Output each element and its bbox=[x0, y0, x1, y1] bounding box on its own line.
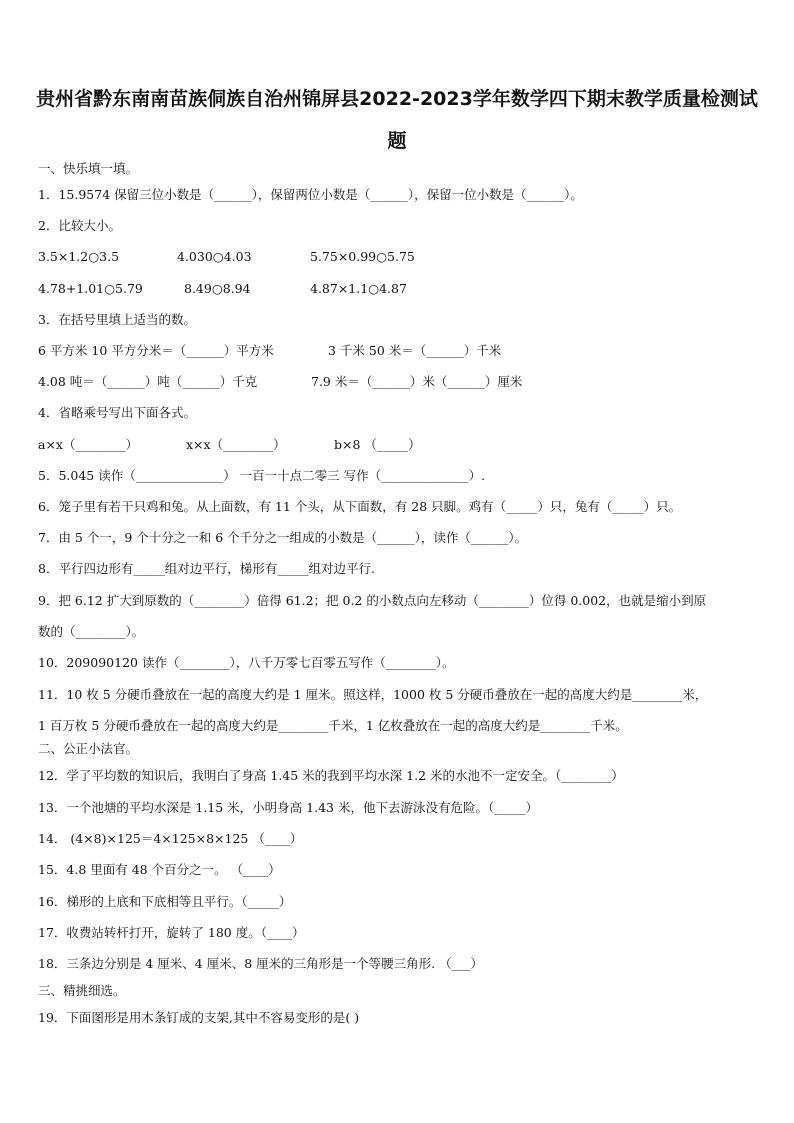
question-7: 7．由 5 个一，9 个十分之一和 6 个千分之一组成的小数是（______），读作（______）。 bbox=[38, 530, 528, 545]
page-title: 贵州省黔东南南苗族侗族自治州锦屏县2022-2023学年数学四下期末教学质量检测试 bbox=[36, 88, 758, 110]
question-15: 15．4.8 里面有 48 个百分之一。 （____） bbox=[38, 862, 281, 877]
question-13: 13．一个池塘的平均水深是 1.15 米，小明身高 1.43 米，他下去游泳没有危险。（_____） bbox=[38, 800, 538, 815]
question-18: 18．三条边分别是 4 厘米、4 厘米、8 厘米的三角形是一个等腰三角形. （___） bbox=[38, 956, 483, 971]
question-14: 14． (4×8)×125＝4×125×8×125 （____） bbox=[38, 831, 303, 846]
question-9: 9．把 6.12 扩大到原数的（________）倍得 61.2；把 0.2 的小数点向左移动（________）位得 0.002，也就是缩小到原 bbox=[38, 593, 707, 608]
question-11: 11．10 枚 5 分硬币叠放在一起的高度大约是 1 厘米。照这样，1000 枚 5 分硬币叠放在一起的高度大约是________米， bbox=[38, 687, 708, 702]
compare-item: 8.49○8.94 bbox=[184, 281, 251, 296]
compare-item: 4.78+1.01○5.79 bbox=[38, 281, 143, 296]
unit-item: 3 千米 50 米＝（______）千米 bbox=[328, 343, 502, 358]
question-10: 10．209090120 读作（________），八千万零七百零五写作（________）。 bbox=[38, 655, 455, 670]
question-2: 2．比较大小。 bbox=[38, 218, 121, 233]
question-9-continued: 数的（________）。 bbox=[38, 624, 145, 639]
unit-item: 4.08 吨＝（______）吨（______）千克 bbox=[38, 374, 258, 389]
expression-item: b×8 （_____） bbox=[334, 437, 421, 452]
question-16: 16．梯形的上底和下底相等且平行。（_____） bbox=[38, 894, 292, 909]
expression-item: x×x（________） bbox=[186, 437, 286, 452]
compare-item: 4.030○4.03 bbox=[177, 249, 252, 264]
question-6: 6．笼子里有若干只鸡和兔。从上面数，有 11 个头，从下面数，有 28 只脚。鸡有（_____）只，兔有（_____）只。 bbox=[38, 499, 682, 514]
unit-item: 7.9 米＝（______）米（______）厘米 bbox=[311, 374, 523, 389]
question-11-continued: 1 百万枚 5 分硬币叠放在一起的高度大约是________千米，1 亿枚叠放在一起的高度大约是________千米。 bbox=[38, 718, 628, 733]
question-19: 19．下面图形是用木条钉成的支架,其中不容易变形的是( ) bbox=[38, 1010, 360, 1025]
compare-item: 5.75×0.99○5.75 bbox=[310, 249, 415, 264]
unit-item: 6 平方米 10 平方分米＝（______）平方米 bbox=[38, 343, 274, 358]
question-3: 3．在括号里填上适当的数。 bbox=[38, 312, 196, 327]
question-4: 4．省略乘号写出下面各式。 bbox=[38, 405, 196, 420]
section-heading-fill-blanks: 一、快乐填一填。 bbox=[38, 161, 139, 176]
section-heading-multiple-choice: 三、精挑细选。 bbox=[38, 983, 126, 998]
compare-item: 3.5×1.2○3.5 bbox=[38, 249, 120, 264]
question-1: 1．15.9574 保留三位小数是（______），保留两位小数是（______），保留一位小数是（______）。 bbox=[38, 187, 583, 202]
question-8: 8．平行四边形有_____组对边平行，梯形有_____组对边平行. bbox=[38, 561, 375, 576]
question-5: 5．5.045 读作（______________） 一百一十点二零三 写作（______________）. bbox=[38, 468, 486, 483]
question-12: 12．学了平均数的知识后，我明白了身高 1.45 米的我到平均水深 1.2 米的水池不一定安全。（________） bbox=[38, 768, 624, 783]
expression-item: a×x（________） bbox=[38, 437, 138, 452]
question-17: 17．收费站转杆打开，旋转了 180 度。（____） bbox=[38, 925, 305, 940]
section-heading-true-false: 二、公正小法官。 bbox=[38, 741, 139, 756]
compare-item: 4.87×1.1○4.87 bbox=[310, 281, 407, 296]
page-title-continued: 题 bbox=[387, 130, 407, 152]
